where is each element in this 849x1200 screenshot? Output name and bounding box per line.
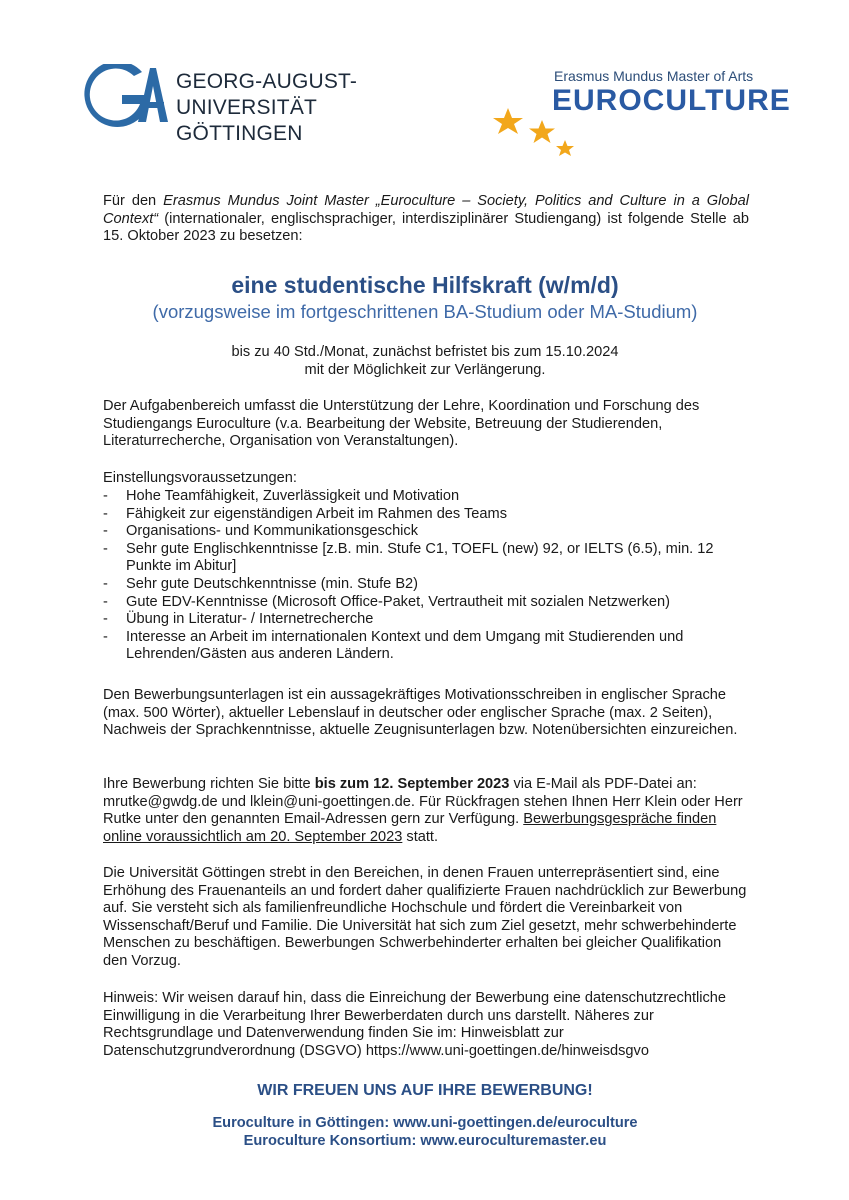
equality-paragraph: Die Universität Göttingen strebt in den Bereichen, in denen Frauen unterrepräsentiert sind, eine Erhöhung des Frauenanteils an und fordert daher qualifizierte Frauen nachdrücklich zur Bewerbung auf. Sie versteht sich als familienfreundliche Hochschule und fördert die Vereinbarkeit von Wissenschaft/Beruf und Familie. Die Universität hat sich zum Ziel gesetzt, mehr schwerbehinderte Menschen zu beschäftigen. Bewerbungen Schwerbehinderter erhalten bei gleicher Qualifikation den Vorzug. [103,865,747,969]
ga-monogram-icon [84,64,168,128]
tasks-paragraph: Der Aufgabenbereich umfasst die Unterstützung der Lehre, Koordination und Forschung des Studiengangs Euroculture (v.a. Bearbeitung der Website, Betreuung der Studierenden, Literaturrecherche, Organisation von Veranstaltungen). [103,398,700,450]
requirement-text: Gute EDV-Kenntnisse (Microsoft Office-Paket, Vertrautheit mit sozialen Netzwerken) [126,593,670,610]
goettingen-logo [84,64,464,145]
requirement-text: Interesse an Arbeit im internationalen Kontext und dem Umgang mit Studierenden und Lehrenden/Gästen aus anderen Ländern. [126,628,684,663]
hours-info [80,344,770,379]
intro-text-end: (internationaler, englischsprachiger, interdisziplinärer Studiengang) ist folgende Stelle ab 15. Oktober 2023 zu besetzen: [103,210,749,245]
application-paragraph [103,776,749,846]
requirement-text: Fähigkeit zur eigenständigen Arbeit im Rahmen des Teams [126,505,507,522]
list-item: - Organisations- und Kommunikationsgeschick [103,523,419,540]
requirements-title: Einstellungsvoraussetzungen: [103,470,297,486]
intro-text-start: Für den [103,193,164,209]
position-title: eine studentische Hilfskraft (w/m/d) [231,272,619,298]
deadline: bis zum 12. September 2023 [314,776,510,792]
apply-text-1: Ihre Bewerbung richten Sie bitte [103,776,315,792]
list-item: - Gute EDV-Kenntnisse (Microsoft Office-Paket, Vertrautheit mit sozialen Netzwerken) [103,593,670,610]
requirement-text: Übung in Literatur- / Internetrecherche [126,611,374,628]
interview-date: Bewerbungsgespräche finden online voraussichtlich am 20. September 2023 [103,811,717,845]
position-subtitle: (vorzugsweise im fortgeschrittenen BA-Studium oder MA-Studium) [152,301,698,322]
list-item: - Sehr gute Deutschkenntnisse (min. Stufe B2) [103,575,419,592]
hours-line2: mit der Möglichkeit zur Verlängerung. [304,361,546,378]
closing-slogan: WIR FREUEN UNS AUF IHRE BEWERBUNG! [257,1082,593,1099]
footer-links [80,1114,770,1150]
program-name: Erasmus Mundus Joint Master „Euroculture – Society, Politics and Culture in a Global Context“ [103,193,749,227]
requirement-text: Sehr gute Deutschkenntnisse (min. Stufe B2) [126,575,419,592]
intro-paragraph [103,193,749,246]
university-name-line2: GÖTTINGEN [176,122,303,145]
list-item: - Interesse an Arbeit im internationalen Kontext und dem Umgang mit Studierenden und Lehrenden/Gästen aus anderen Ländern. [103,628,684,663]
hours-line1: bis zu 40 Std./Monat, zunächst befristet bis zum 15.10.2024 [231,344,619,360]
requirement-text: Hohe Teamfähigkeit, Zuverlässigkeit und Motivation [126,488,460,504]
euroculture-logo [490,68,791,160]
university-name [176,69,464,147]
list-item: - Sehr gute Englischkenntnisse [z.B. min. Stufe C1, TOEFL (new) 92, or IELTS (6.5), min. 12 Punkte im Abitur] [103,540,714,575]
requirement-text: Sehr gute Englischkenntnisse [z.B. min. Stufe C1, TOEFL (new) 92, or IELTS (6.5), min. 12 Punkte im Abitur] [126,540,714,575]
euroculture-subtitle: Erasmus Mundus Master of Arts [554,68,754,84]
apply-text-3: statt. [402,828,439,845]
stars-icon [490,96,590,160]
university-name-line1: GEORG-AUGUST-UNIVERSITÄT [176,70,358,119]
footer-link-consortium[interactable]: Euroculture Konsortium: www.euroculturemaster.eu [243,1133,607,1149]
list-item: - Übung in Literatur- / Internetrecherche [103,611,374,628]
list-item: - Fähigkeit zur eigenständigen Arbeit im Rahmen des Teams [103,505,507,522]
requirement-text: Organisations- und Kommunikationsgeschick [126,523,419,540]
requirements-list [103,488,749,664]
privacy-paragraph: Hinweis: Wir weisen darauf hin, dass die Einreichung der Bewerbung eine datenschutzrechtliche Einwilligung in die Verarbeitung Ihrer Bewerberdaten durch uns darstellt. Näheres zur Rechtsgrundlage und Datenverwendung finden Sie im: Hinweisblatt zur Datenschutzgrundverordnung (DSGVO) https://www.uni-goettingen.de/hinweisdsgvo [103,990,727,1059]
apply-text-2: via E-Mail als PDF-Datei an: mrutke@gwdg.de und lklein@uni-goettingen.de. Für Rückfragen stehen Ihnen Herr Klein oder Herr Rutke unter den genannten Email-Adressen gern zur Verfügung. [103,776,743,828]
list-item: - Hohe Teamfähigkeit, Zuverlässigkeit und Motivation [103,488,460,504]
footer-link-goettingen[interactable]: Euroculture in Göttingen: www.uni-goettingen.de/euroculture [212,1115,638,1131]
documents-paragraph: Den Bewerbungsunterlagen ist ein aussagekräftiges Motivationsschreiben in englischer Sprache (max. 500 Wörter), aktueller Lebenslauf in deutscher oder englischer Sprache (max. 2 Seiten), Nachweis der Sprachkenntnisse, aktuelle Zeugnisunterlagen bzw. Notenübersichten einzureichen. [103,687,738,739]
euroculture-title: EUROCULTURE [552,84,791,117]
